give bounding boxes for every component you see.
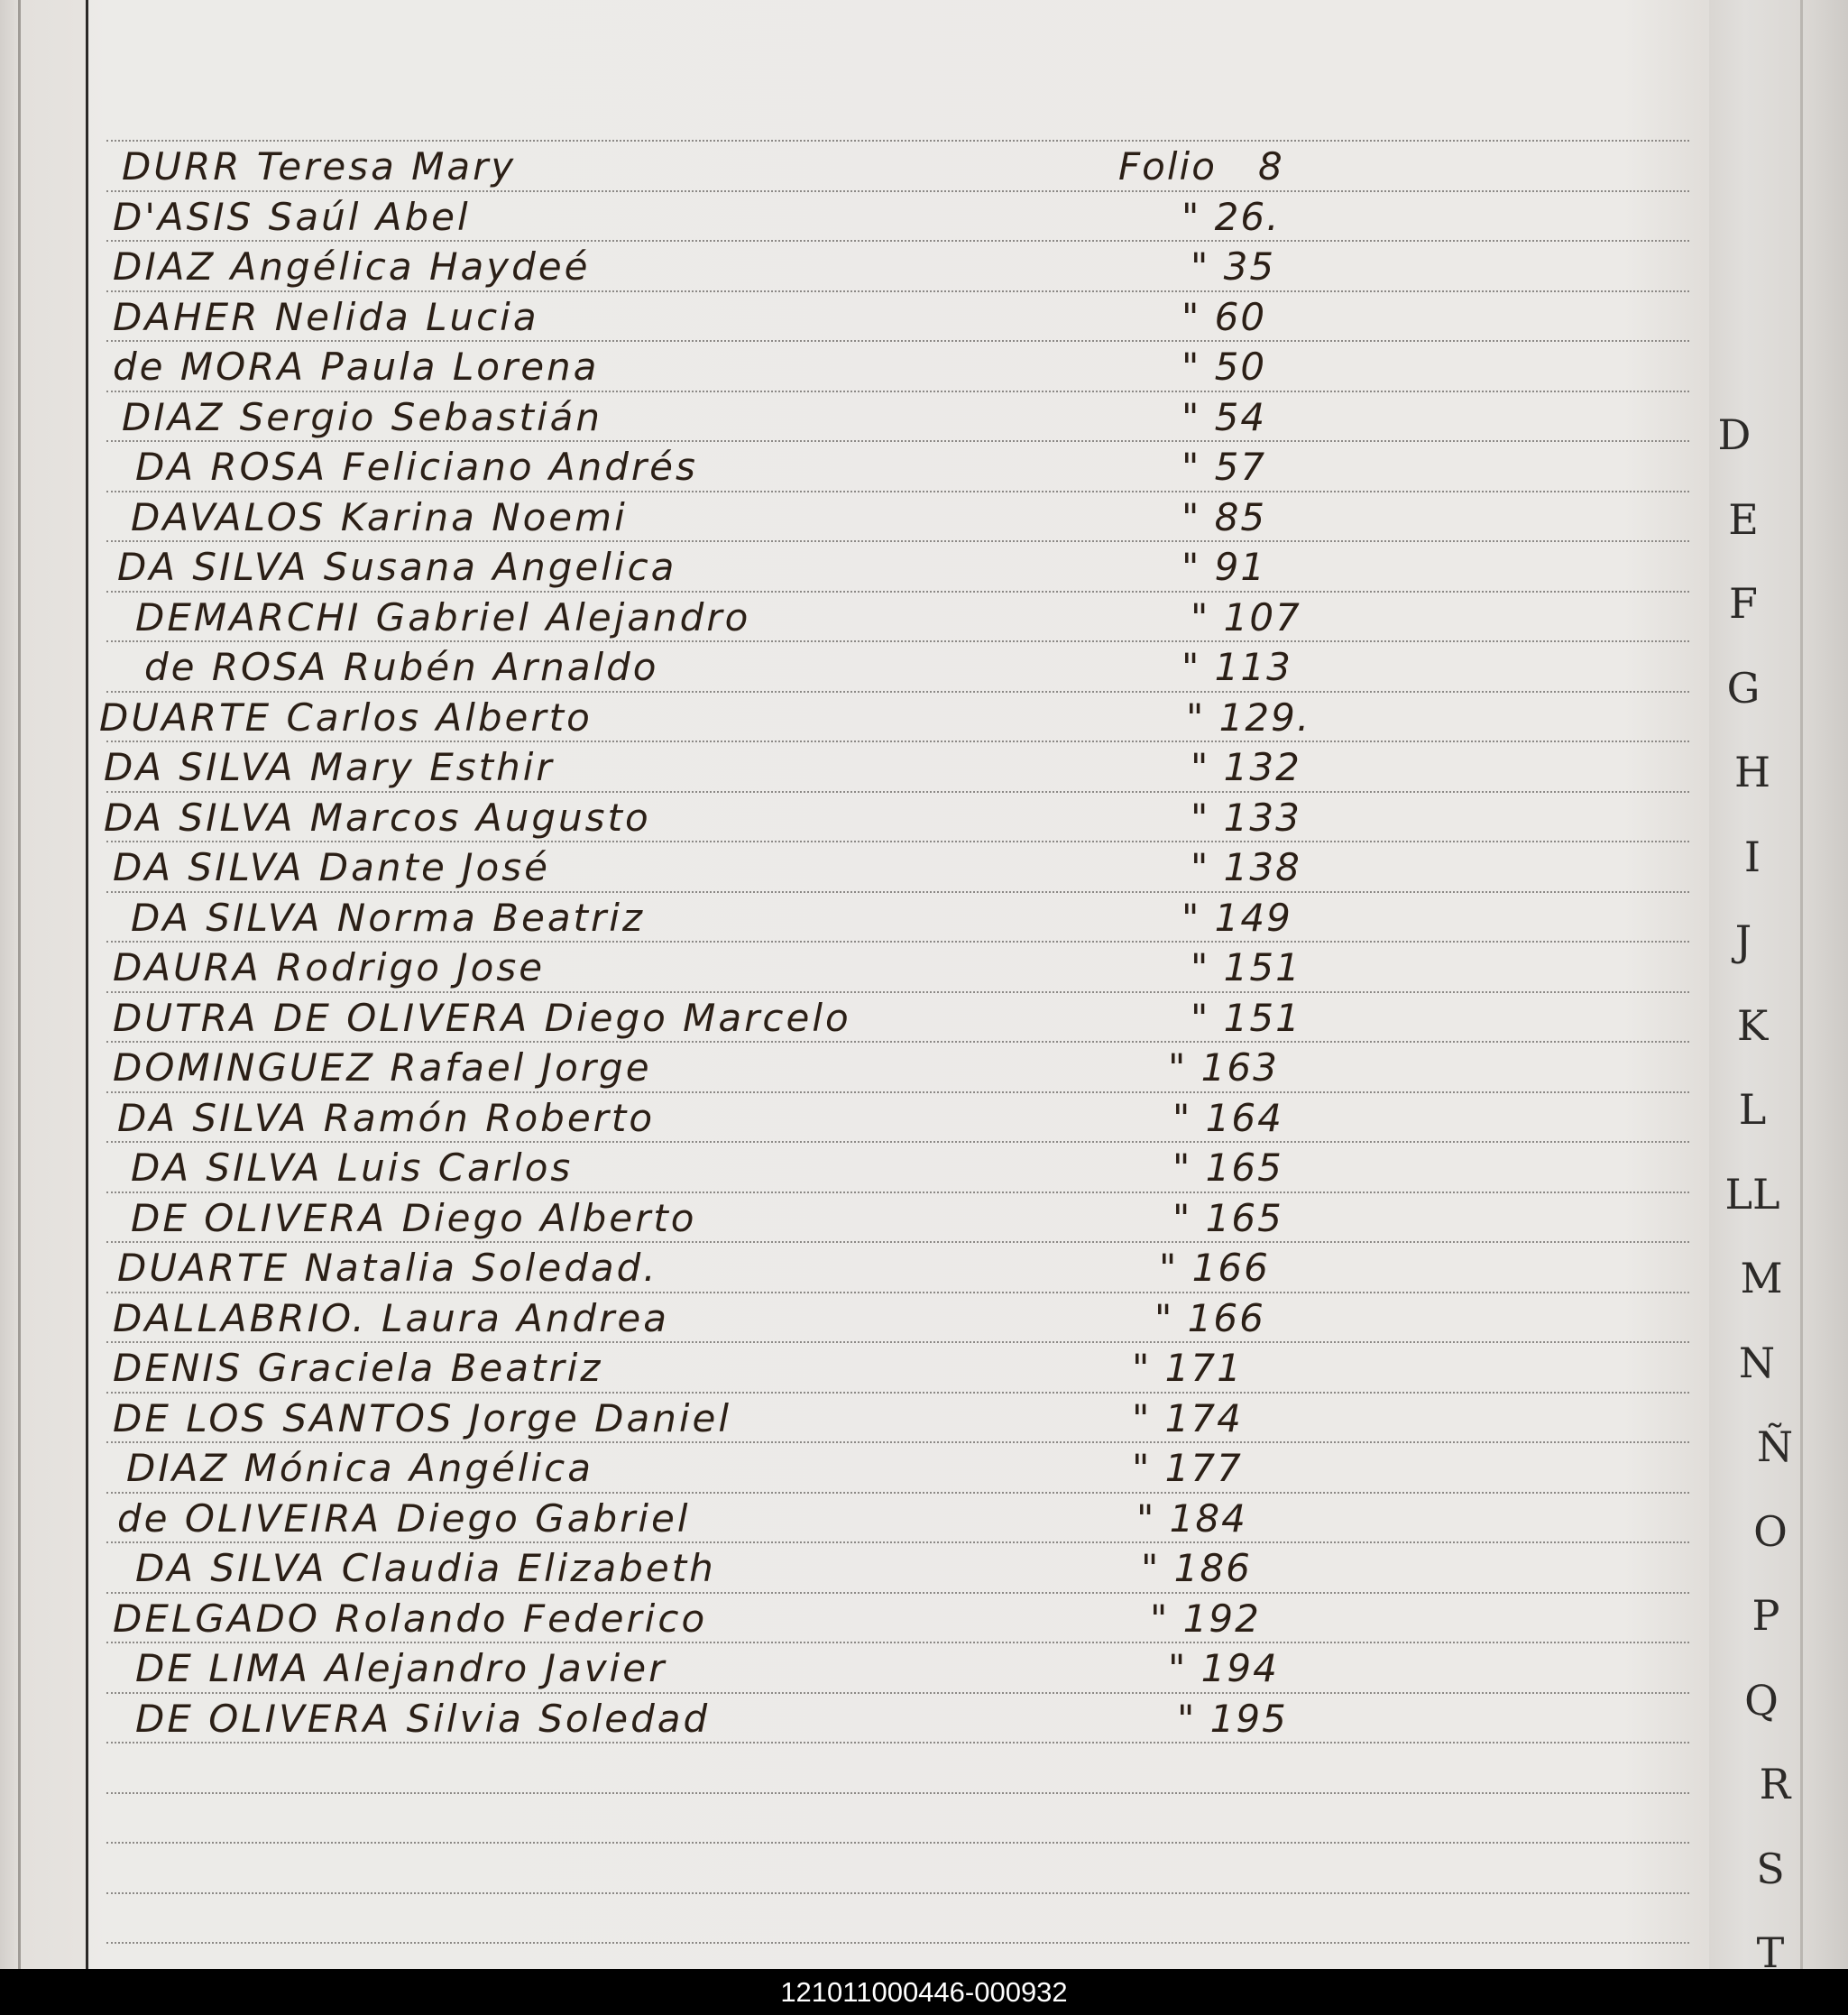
ruled-line [106, 391, 1689, 392]
entry-folio: " 186 [1141, 1546, 1252, 1590]
entry-name: DE OLIVERA Diego Alberto [131, 1196, 697, 1240]
list-item [131, 495, 628, 540]
index-tab[interactable]: P [1751, 1591, 1780, 1640]
list-item [131, 1146, 573, 1191]
list-item [135, 595, 750, 640]
list-item [122, 395, 602, 440]
ruled-line [106, 340, 1689, 342]
entry-name: DIAZ Mónica Angélica [126, 1446, 594, 1490]
ruled-line [106, 991, 1689, 993]
index-tab[interactable]: G [1726, 664, 1761, 713]
entry-folio: " 138 [1191, 845, 1301, 889]
list-item [104, 796, 651, 841]
entry-name: DELGADO Rolando Federico [113, 1596, 708, 1641]
footer-code: 121011000446-000932 [780, 1976, 1068, 2008]
index-tab-strip [1709, 0, 1848, 1969]
entry-name: DOMINGUEZ Rafael Jorge [113, 1045, 652, 1090]
index-tab[interactable]: S [1756, 1845, 1785, 1893]
entry-name: DEMARCHI Gabriel Alejandro [135, 595, 751, 639]
entry-folio: " 171 [1132, 1346, 1243, 1390]
entry-name: DAURA Rodrigo Jose [113, 945, 546, 989]
entry-name: de MORA Paula Lorena [113, 345, 600, 389]
list-item [113, 1045, 652, 1090]
ruled-line [106, 1041, 1689, 1043]
entry-folio: " 163 [1168, 1045, 1279, 1090]
entry-folio: " 165 [1172, 1146, 1283, 1190]
ruled-line [106, 1091, 1689, 1093]
ruled-line [106, 491, 1689, 492]
index-tab[interactable]: E [1728, 495, 1759, 544]
entry-folio: " 132 [1191, 745, 1301, 789]
list-item [135, 1646, 667, 1691]
list-item [131, 896, 645, 941]
entry-name: DA ROSA Feliciano Andrés [135, 445, 698, 489]
index-tab[interactable]: N [1738, 1339, 1776, 1387]
ruled-line [106, 841, 1689, 842]
entry-name: DENIS Graciela Beatriz [113, 1346, 603, 1390]
entry-folio: " 26. [1181, 195, 1281, 239]
list-item [135, 445, 698, 490]
entry-name: DAVALOS Karina Noemi [131, 495, 628, 539]
ruled-line [106, 1141, 1689, 1143]
list-item [113, 996, 851, 1041]
index-tab[interactable]: LL [1724, 1170, 1780, 1219]
ruled-line [106, 1592, 1689, 1594]
list-item [113, 345, 599, 390]
ruled-line [106, 1692, 1689, 1694]
list-item [99, 695, 593, 741]
entry-folio: " 60 [1181, 295, 1267, 339]
entry-folio: " 54 [1181, 395, 1267, 439]
index-tab[interactable]: F [1729, 579, 1758, 628]
list-item [113, 845, 550, 890]
entry-folio: " 192 [1150, 1596, 1261, 1641]
ruled-line [106, 1192, 1689, 1193]
entry-folio: " 35 [1191, 244, 1276, 289]
entry-name: DA SILVA Ramón Roberto [117, 1096, 656, 1140]
ruled-line [106, 190, 1689, 192]
entry-folio: " 133 [1191, 796, 1301, 840]
margin-rule [86, 0, 88, 1969]
entry-folio: " 85 [1181, 495, 1267, 539]
entry-folio: " 91 [1181, 545, 1267, 589]
entry-name: DUTRA DE OLIVERA Diego Marcelo [113, 996, 851, 1040]
entry-folio: " 151 [1191, 945, 1301, 989]
entry-folio: " 177 [1132, 1446, 1243, 1490]
entry-name: DE LIMA Alejandro Javier [135, 1646, 667, 1690]
index-tab[interactable]: M [1740, 1254, 1783, 1302]
list-item [113, 295, 539, 340]
ruled-line [106, 540, 1689, 542]
entry-folio: " 113 [1181, 645, 1292, 689]
entry-folio: " 166 [1154, 1296, 1265, 1340]
entry-folio: " 166 [1159, 1246, 1270, 1290]
ruled-line [106, 1842, 1689, 1844]
index-tab[interactable]: L [1738, 1085, 1767, 1134]
ruled-line [106, 1492, 1689, 1494]
index-tab[interactable]: O [1753, 1507, 1788, 1556]
ruled-line [106, 691, 1689, 693]
entry-folio: " 195 [1177, 1697, 1288, 1741]
entry-name: DE OLIVERA Silvia Soledad [135, 1697, 711, 1741]
entry-folio: " 194 [1168, 1646, 1279, 1690]
list-item [113, 195, 471, 240]
ruled-line [106, 741, 1689, 742]
entry-folio: " 165 [1172, 1196, 1283, 1240]
entry-name: DUARTE Carlos Alberto [99, 695, 593, 740]
entry-folio: " 174 [1132, 1396, 1243, 1440]
ruled-line [106, 1441, 1689, 1443]
ruled-line [106, 591, 1689, 593]
list-item [113, 1596, 707, 1642]
index-tab[interactable]: H [1733, 748, 1771, 796]
list-item [113, 1296, 669, 1341]
list-item [117, 1496, 691, 1541]
list-item [135, 1546, 716, 1591]
ruled-line [106, 1892, 1689, 1894]
entry-name: DA SILVA Dante José [113, 845, 550, 889]
ruled-line [106, 1942, 1689, 1944]
entry-name: DA SILVA Marcos Augusto [104, 796, 651, 840]
footer-bar [0, 1969, 1848, 2015]
ruled-line [106, 1792, 1689, 1794]
list-item [117, 1096, 655, 1141]
ruled-line [106, 290, 1689, 292]
entry-name: DUARTE Natalia Soledad. [117, 1246, 658, 1290]
list-item [113, 1396, 731, 1441]
entry-name: DE LOS SANTOS Jorge Daniel [113, 1396, 732, 1440]
entry-folio: " 50 [1181, 345, 1267, 389]
entry-folio: " 164 [1172, 1096, 1283, 1140]
list-item [144, 645, 659, 690]
ruled-line [106, 640, 1689, 642]
list-item [117, 545, 676, 590]
entry-folio: " 151 [1191, 996, 1301, 1040]
list-item [113, 1346, 602, 1391]
index-tab[interactable]: R [1759, 1760, 1791, 1808]
entry-name: DA SILVA Luis Carlos [131, 1146, 574, 1190]
ruled-line [106, 1241, 1689, 1243]
entry-name: DALLABRIO. Laura Andrea [113, 1296, 670, 1340]
entry-name: DA SILVA Mary Esthir [104, 745, 555, 789]
list-item [131, 1196, 697, 1241]
entry-name: D'ASIS Saúl Abel [113, 195, 471, 239]
folio-label: Folio [1118, 144, 1217, 189]
entry-folio: " 184 [1136, 1496, 1247, 1541]
index-tab[interactable]: T [1756, 1928, 1785, 1969]
ruled-line [106, 440, 1689, 442]
entry-name: DIAZ Angélica Haydeé [113, 244, 591, 289]
index-tab-edge [1800, 0, 1803, 1969]
ruled-line [106, 791, 1689, 793]
entry-name: DURR Teresa Mary [122, 144, 517, 189]
list-item [104, 745, 555, 790]
list-item [122, 144, 516, 189]
entry-folio: " 107 [1191, 595, 1301, 639]
ruled-line [106, 1292, 1689, 1293]
index-tab[interactable]: I [1743, 833, 1761, 881]
entry-name: DIAZ Sergio Sebastián [122, 395, 602, 439]
entry-folio: " 129. [1186, 695, 1311, 740]
ruled-line [106, 1541, 1689, 1543]
ruled-line [106, 1392, 1689, 1394]
entry-name: DAHER Nelida Lucia [113, 295, 539, 339]
list-item [113, 244, 590, 290]
ruled-line [106, 240, 1689, 242]
entry-folio: 8 [1258, 144, 1284, 189]
entry-name: DA SILVA Susana Angelica [117, 545, 677, 589]
binding-gutter [0, 0, 87, 1969]
entry-name: de ROSA Rubén Arnaldo [144, 645, 659, 689]
ruled-line [106, 1642, 1689, 1643]
entry-folio: " 149 [1181, 896, 1292, 940]
binding-edge [18, 0, 21, 1969]
index-tab[interactable]: D [1717, 410, 1751, 459]
ruled-line [106, 1341, 1689, 1343]
ruled-line [106, 891, 1689, 893]
index-tab[interactable]: Q [1744, 1676, 1779, 1725]
entry-folio: " 57 [1181, 445, 1267, 489]
index-tab[interactable]: K [1736, 1001, 1769, 1050]
entry-name: DA SILVA Claudia Elizabeth [135, 1546, 716, 1590]
list-item [113, 945, 545, 990]
list-item [126, 1446, 593, 1491]
entry-name: DA SILVA Norma Beatriz [131, 896, 645, 940]
entry-name: de OLIVEIRA Diego Gabriel [117, 1496, 691, 1541]
ruled-line [106, 941, 1689, 943]
index-tab[interactable]: Ñ [1756, 1422, 1794, 1471]
ruled-line [106, 1742, 1689, 1744]
index-tab[interactable]: J [1734, 916, 1752, 965]
ruled-line [106, 140, 1689, 142]
list-item [135, 1697, 710, 1742]
list-item [117, 1246, 658, 1291]
